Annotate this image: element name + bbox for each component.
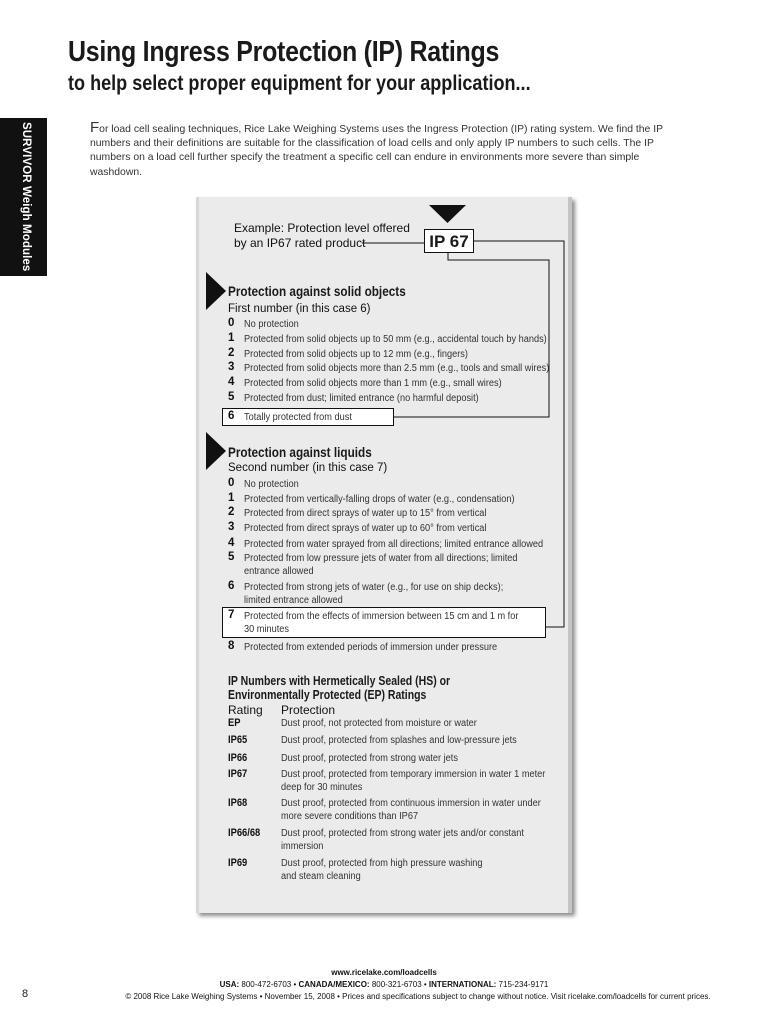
usa-phone: 800-472-6703 <box>241 980 292 989</box>
liquids-num: 6 <box>228 580 235 592</box>
ip-rating-desc: Dust proof, protected from strong water jets <box>281 753 458 764</box>
ip-rating-code: EP <box>228 717 241 729</box>
solids-num: 4 <box>228 376 235 388</box>
canada-phone: 800-321-6703 <box>371 980 422 989</box>
solids-item: No protection <box>244 319 299 330</box>
liquids-item: No protection <box>244 479 299 490</box>
solids-num: 0 <box>228 317 235 329</box>
ip-rating-desc: Dust proof, not protected from moisture or water <box>281 718 477 729</box>
solids-item: Totally protected from dust <box>244 412 352 423</box>
liquids-num: 7 <box>228 609 235 621</box>
ip-rating-code: IP66 <box>228 752 248 764</box>
ip-rating-code: IP65 <box>228 734 248 746</box>
ip-rating-desc: Dust proof, protected from high pressure washing and steam cleaning <box>281 858 483 882</box>
solids-heading: Protection against solid objects <box>228 283 406 299</box>
solids-item: Protected from solid objects more than 2.5 mm (e.g., tools and small wires) <box>244 363 550 374</box>
liquids-num: 8 <box>228 640 235 652</box>
liquids-num: 2 <box>228 506 235 518</box>
ip-numbers-heading: IP Numbers with Hermetically Sealed (HS) or Environmentally Protected (EP) Ratings <box>228 674 451 702</box>
solids-item: Protected from solid objects up to 12 mm (e.g., fingers) <box>244 349 468 360</box>
liquids-item: Protected from strong jets of water (e.g., for use on ship decks); limited entrance allowed <box>244 582 504 606</box>
ip-rating-desc: Dust proof, protected from strong water jets and/or constant immersion <box>281 828 524 852</box>
ip-rating-code: IP69 <box>228 857 248 869</box>
solids-num: 6 <box>228 410 235 422</box>
liquids-num: 3 <box>228 521 235 533</box>
ip-rating-code: IP67 <box>228 768 248 780</box>
page-title: Using Ingress Protection (IP) Ratings <box>68 36 500 68</box>
solids-num: 2 <box>228 347 235 359</box>
page-subtitle: to help select proper equipment for your application... <box>68 72 531 95</box>
liquids-item: Protected from direct sprays of water up to 60° from vertical <box>244 523 487 534</box>
liquids-subheading: Second number (in this case 7) <box>228 462 388 474</box>
ip-rating-desc: Dust proof, protected from temporary immersion in water 1 meter deep for 30 minutes <box>281 769 546 793</box>
example-label: Example: Protection level offered by an IP67 rated product <box>234 221 410 250</box>
liquids-item: Protected from low pressure jets of water from all directions; limited entrance allowed <box>244 553 518 577</box>
ip67-badge: IP 67 <box>424 229 474 253</box>
footer-url: www.ricelake.com/loadcells <box>331 968 437 977</box>
ip-rating-code: IP68 <box>228 797 248 809</box>
intl-phone: 715-234-9171 <box>498 980 549 989</box>
liquids-arrow-icon <box>206 432 226 470</box>
liquids-num: 5 <box>228 551 235 563</box>
solids-num: 3 <box>228 361 235 373</box>
solids-item: Protected from solid objects more than 1 mm (e.g., small wires) <box>244 378 502 389</box>
side-tab-label: SURVIVOR Weigh Modules <box>20 122 32 272</box>
down-arrow-icon <box>429 205 466 223</box>
intro-text: or load cell sealing techniques, Rice Lake Weighing Systems uses the Ingress Protection (IP) rating system. We find the IP numbers and their definitions are suitable for the classification of load cells and only apply IP numbers to such cells. The IP numbers on a load cell further specify the treatment a specific cell can endure in environments more severe than simple washdown. <box>90 124 663 178</box>
solids-item: Protected from solid objects up to 50 mm (e.g., accidental touch by hands) <box>244 334 547 345</box>
solids-num: 5 <box>228 391 235 403</box>
usa-label: USA: <box>219 980 240 989</box>
ip-rating-desc: Dust proof, protected from splashes and low-pressure jets <box>281 735 517 746</box>
ip-rating-code: IP66/68 <box>228 827 261 839</box>
liquids-num: 1 <box>228 492 235 504</box>
liquids-num: 4 <box>228 537 235 549</box>
solids-subheading: First number (in this case 6) <box>228 303 371 315</box>
intl-label: INTERNATIONAL: <box>428 980 497 989</box>
canada-label: CANADA/MEXICO: <box>298 980 370 989</box>
liquids-item: Protected from vertically-falling drops of water (e.g., condensation) <box>244 494 515 505</box>
solids-arrow-icon <box>206 272 226 310</box>
liquids-item: Protected from direct sprays of water up to 15° from vertical <box>244 508 487 519</box>
ip-rating-desc: Dust proof, protected from continuous immersion in water under more severe conditions than IP67 <box>281 798 541 822</box>
liquids-item: Protected from water sprayed from all directions; limited entrance allowed <box>244 539 544 550</box>
col-header-protection: Protection <box>281 703 336 717</box>
page-number: 8 <box>22 988 29 1000</box>
intro-dropcap: F <box>90 119 100 136</box>
solids-item: Protected from dust; limited entrance (no harmful deposit) <box>244 393 479 404</box>
liquids-heading: Protection against liquids <box>228 444 372 460</box>
footer-copyright: © 2008 Rice Lake Weighing Systems • November 15, 2008 • Prices and specifications subject to change without notice. Visit ricelake.com/loadcells for current prices. <box>125 992 711 1001</box>
col-header-rating: Rating <box>228 703 263 717</box>
solids-num: 1 <box>228 332 235 344</box>
liquids-num: 0 <box>228 477 235 489</box>
liquids-item: Protected from extended periods of immersion under pressure <box>244 642 498 653</box>
footer-phones: USA: 800-472-6703 • CANADA/MEXICO: 800-321-6703 • INTERNATIONAL: 715-234-9171 <box>219 980 549 989</box>
liquids-item: Protected from the effects of immersion between 15 cm and 1 m for 30 minutes <box>244 611 519 635</box>
